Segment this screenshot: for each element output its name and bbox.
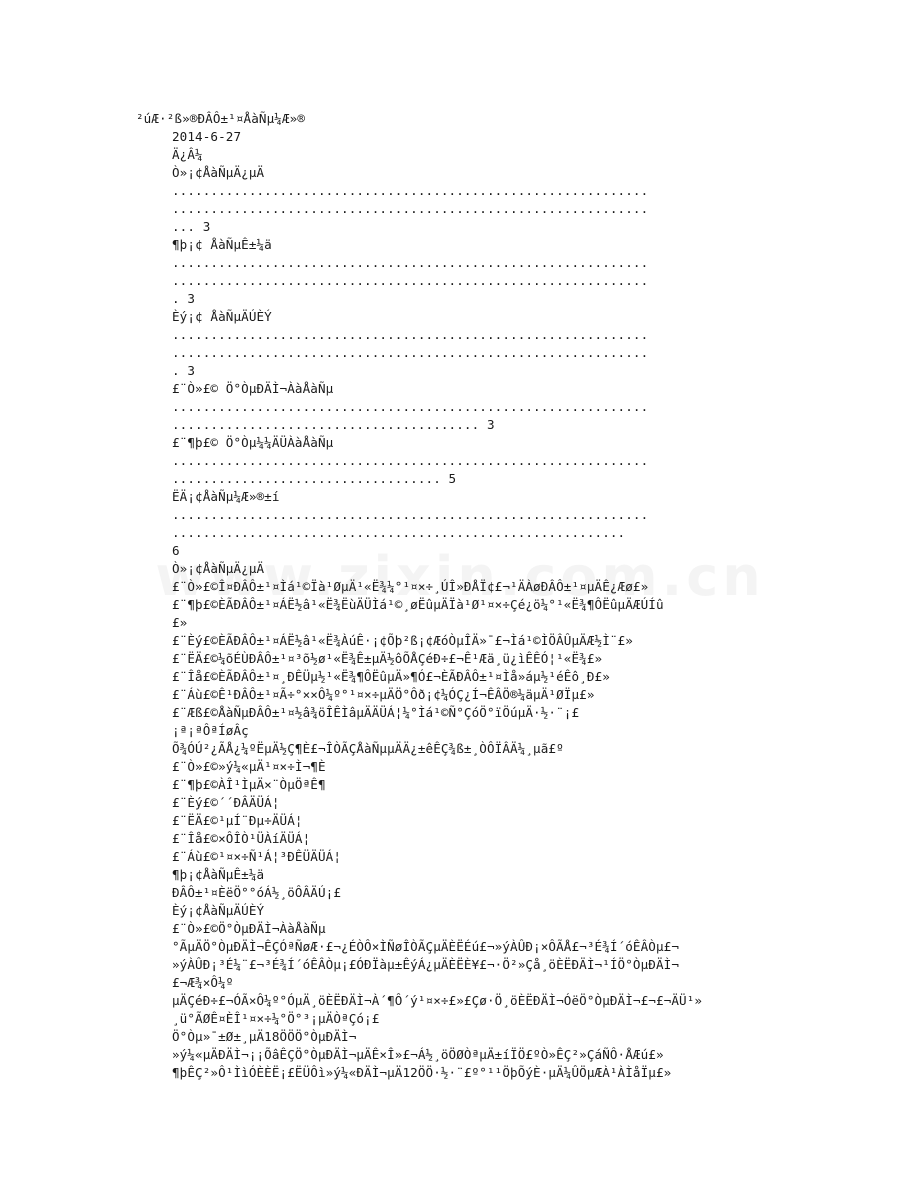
- text-line: ..............................................................: [172, 327, 649, 342]
- text-line: £¨¶þ£© Ö°Òµ¼¼ÄÜÀàÅàÑµ: [172, 435, 334, 450]
- text-line: µÄÇéÐ÷£¬ÓÃ×Ô¼º°ÓµÄ¸öÈËÐÄÌ¬À´¶Ô´ý¹¤×÷£»£Çø·Ö¸öÈËÐÄÌ¬ÓëÖ°ÒµÐÄÌ¬£¬£¬ÄÜ¹»: [172, 993, 703, 1008]
- text-line: £¨Ò»£©Î¤ÐÂÔ±¹¤Ìá¹©Ïà¹ØµÄ¹«Ë¾¼°¹¤×÷¸ÚÎ»ÐÅÏ¢£¬¹ÄÀøÐÂÔ±¹¤µÄÊ¿Æø£»: [172, 579, 649, 594]
- text-line: ...........................................................: [172, 525, 626, 540]
- text-line: £¨Ò»£©»ý¼«µÄ¹¤×÷Ì¬¶È: [172, 759, 326, 774]
- text-line: Ä¿Â¼: [172, 147, 203, 162]
- text-line: ........................................ 3: [172, 417, 495, 432]
- text-line: 6: [172, 543, 180, 558]
- text-line: £¨¶þ£©ÀÎ¹ÌµÄ×¨ÒµÖªÊ¶: [172, 777, 326, 792]
- document-title: ²úÆ·²ß»®ÐÂÔ±¹¤ÅàÑµ¼Æ»®: [136, 111, 306, 126]
- text-line: ¶þÊÇ²»Ô¹ÌìÓÈÈË¡£ËÜÔì»ý¼«ÐÄÌ¬µÄ12ÖÖ·½·¨£º°¹¹ÖþÕýÈ·µÄ¼ÛÖµÆÀ¹ÀÌåÏµ£»: [172, 1065, 672, 1080]
- text-line: Õ¾ÓÚ²¿ÃÅ¿¼ºËµÄ½Ç¶È£¬ÎÒÃÇÅàÑµµÄÄ¿±êÊÇ¾ß±¸ÒÔÏÂÄ¼¸µã£º: [172, 741, 564, 756]
- text-line: ÐÂÔ±¹¤ÈëÖ°°óÁ½¸öÔÂÄÚ¡£: [172, 885, 342, 900]
- text-line: £»: [172, 615, 188, 630]
- text-line: ..............................................................: [172, 399, 649, 414]
- text-line: »ý¼«µÄÐÄÌ¬¡¡ÕâÊÇÖ°ÒµÐÄÌ¬µÄÊ×Î»£¬Á½¸öÖØÒªµÄ±íÏÖ£ºÒ»ÊÇ²»ÇáÑÔ·ÅÆú£»: [172, 1047, 664, 1062]
- text-line: ................................... 5: [172, 471, 457, 486]
- text-line: »ýÀÛÐ¡³É¼¨£¬³É¾Í´óÊÂÒµ¡£ÓÐÏàµ±ÊýÁ¿µÄÈËÈ¥£¬·Ö²»Çå¸öÈËÐÄÌ¬¹ÍÖ°ÒµÐÄÌ¬: [172, 957, 680, 972]
- text-line: Èý¡¢ ÅàÑµÄÚÈÝ: [172, 309, 272, 324]
- text-line: £¨Ò»£© Ö°ÒµÐÄÌ¬ÀàÅàÑµ: [172, 381, 334, 396]
- text-line: Ö°Òµ»¯±Ø±¸µÄ18ÖÖÖ°ÒµÐÄÌ¬: [172, 1029, 357, 1044]
- text-line: Ò»¡¢ÅàÑµÄ¿µÄ: [172, 165, 265, 180]
- text-line: ..............................................................: [172, 507, 649, 522]
- text-line: ¶þ¡¢ÅàÑµÊ±¼ä: [172, 867, 265, 882]
- text-line: . 3: [172, 363, 196, 378]
- text-line: £¬Æ¾×Ô¼º: [172, 975, 234, 990]
- text-line: ¶þ¡¢ ÅàÑµÊ±¼ä: [172, 237, 272, 252]
- text-line: ..............................................................: [172, 453, 649, 468]
- text-line: ¡ª¡ªÔªÍøÂç: [172, 723, 249, 738]
- text-line: £¨Îå£©×ÔÎÒ¹ÜÀíÄÜÁ¦: [172, 831, 311, 846]
- text-line: ... 3: [172, 219, 211, 234]
- text-line: ¸ü°ÃØÊ¤ÈÎ¹¤×÷¼°Ö°³¡µÄÒªÇó¡£: [172, 1011, 380, 1026]
- text-line: £¨Èý£©ÈÃÐÂÔ±¹¤ÁË½â¹«Ë¾ÀúÊ·¡¢Õþ²ß¡¢ÆóÒµÎÄ»¯£¬Ìá¹©ÌÖÂÛµÄÆ½Ì¨£»: [172, 633, 633, 648]
- text-line: £¨Ò»£©Ö°ÒµÐÄÌ¬ÀàÅàÑµ: [172, 921, 326, 936]
- text-line: ..............................................................: [172, 183, 649, 198]
- text-line: Ò»¡¢ÅàÑµÄ¿µÄ: [172, 561, 265, 576]
- text-line: ..............................................................: [172, 345, 649, 360]
- text-line: £¨ËÄ£©¹µÍ¨Ðµ÷ÄÜÁ¦: [172, 813, 303, 828]
- text-line: £¨¶þ£©ÈÃÐÂÔ±¹¤ÁË½â¹«Ë¾ËùÄÜÌá¹©¸øËûµÄÏà¹Ø¹¤×÷Çé¿ö¼°¹«Ë¾¶ÔËûµÄÆÚÍû: [172, 597, 664, 612]
- text-line: °ÃµÄÖ°ÒµÐÄÌ¬ÊÇÓªÑøÆ·£¬¿ÉÒÔ×ÌÑøÎÒÃÇµÄÈËÉú£¬»ýÀÛÐ¡×ÔÃÅ£¬³É¾Í´óÊÂÒµ£¬: [172, 939, 680, 954]
- text-line: 2014-6-27: [172, 129, 242, 144]
- text-line: ..............................................................: [172, 255, 649, 270]
- text-line: £¨Æß£©ÅàÑµÐÂÔ±¹¤½â¾öÎÊÌâµÄÄÜÁ¦¼°Ìá¹©Ñ°ÇóÖ°ïÖúµÄ·½·¨¡£: [172, 705, 580, 720]
- text-line: ..............................................................: [172, 273, 649, 288]
- text-line: £¨Áù£©¹¤×÷Ñ¹Á¦³ÐÊÜÄÜÁ¦: [172, 849, 342, 864]
- text-line: Èý¡¢ÅàÑµÄÚÈÝ: [172, 903, 265, 918]
- text-line: £¨Èý£©´´ÐÂÄÜÁ¦: [172, 795, 280, 810]
- text-line: ËÄ¡¢ÅàÑµ¼Æ»®±í: [172, 489, 280, 504]
- text-line: ..............................................................: [172, 201, 649, 216]
- text-line: £¨Îå£©ÈÃÐÂÔ±¹¤¸ÐÊÜµ½¹«Ë¾¶ÔËûµÄ»¶Ó£¬ÈÃÐÂÔ±¹¤Ìå»áµ½¹éÊô¸Ð£»: [172, 669, 610, 684]
- text-line: £¨ËÄ£©¼õÉÙÐÂÔ±¹¤³õ½ø¹«Ë¾Ê±µÄ½ôÕÅÇéÐ÷£¬Ê¹Æä¸ü¿ìÊÊÓ¦¹«Ë¾£»: [172, 651, 603, 666]
- text-line: . 3: [172, 291, 196, 306]
- text-line: £¨Áù£©Ê¹ÐÂÔ±¹¤Ã÷°××Ô¼º°¹¤×÷µÄÖ°Ôð¡¢¼ÓÇ¿Í¬ÊÂÖ®¼äµÄ¹ØÏµ£»: [172, 687, 595, 702]
